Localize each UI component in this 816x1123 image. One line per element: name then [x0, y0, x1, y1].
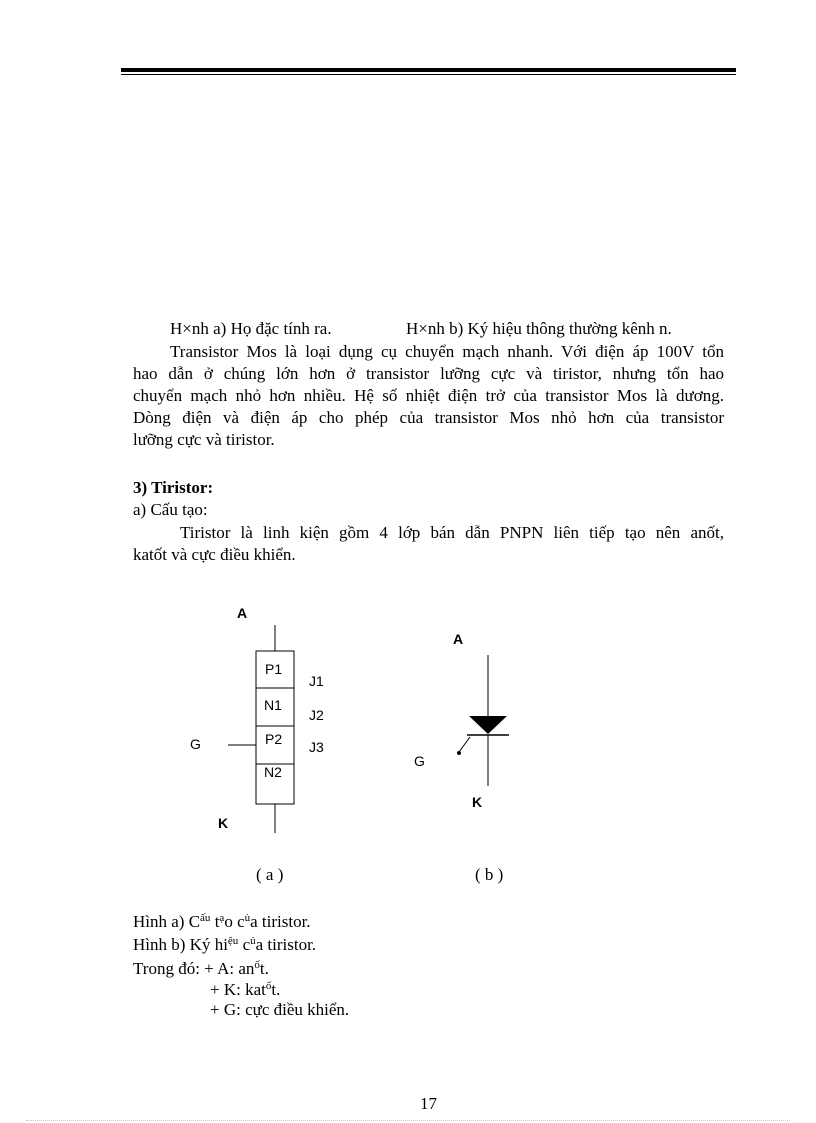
page-number: 17 [420, 1094, 437, 1113]
diode-triangle [469, 716, 507, 734]
figure-b-label-cathode: K [472, 794, 483, 810]
caption-line-2: Hình b) Ký $hi^{ệu}$ $c^ủa$ tiristor. [133, 935, 317, 954]
page-bottom-border [26, 1120, 790, 1121]
junction-j3: J3 [309, 739, 324, 755]
gate-dot [457, 751, 461, 755]
paragraph-line: Tiristor là linh kiện gồm 4 lớp bán dẫn PNPN liên tiếp tạo nên anốt, [180, 523, 724, 542]
paragraph-line: Transistor Mos là loại dụng cụ chuyển mạch nhanh. Với điện áp 100V tổn [170, 342, 724, 361]
layer-n1: N1 [264, 697, 282, 713]
figure-b-label-anode: A [453, 631, 464, 647]
paragraph-line: chuyển mạch nhỏ hơn nhiều. Hệ số nhiệt điện trở của transistor Mos là dương. [133, 386, 724, 405]
caption-line-4: + K: kat$^ố$t. [210, 980, 281, 999]
caption-fig-a-top: H×nh a) Họ đặc tính ra. [170, 319, 332, 338]
figure-b-caption: ( b ) [475, 865, 504, 884]
sub-heading: a) Cấu tạo: [133, 500, 208, 519]
layer-p1: P1 [265, 661, 283, 677]
header-rule-thin [121, 74, 736, 75]
paragraph-line: lưỡng cực và tiristor. [133, 430, 275, 449]
header-rule [121, 68, 736, 72]
caption-line-1: Hình a) $C^{ấu}$ $t^ạo$ $c^ủa$ tiristor. [133, 912, 311, 931]
junction-j1: J1 [309, 673, 324, 689]
figure-b-label-gate: G [414, 753, 425, 769]
paragraph-tiristor [133, 522, 724, 566]
paragraph-line: katốt và cực điều khiển. [133, 545, 296, 564]
junction-j2: J2 [309, 707, 324, 723]
caption-fig-b-top: H×nh b) Ký hiệu thông thường kênh n. [406, 319, 672, 338]
paragraph-line: hao dẫn ở chúng lớn hơn ở transistor lưỡng cực và tiristor, nhưng tổn hao [133, 364, 724, 383]
symbol-gate-lead [459, 737, 470, 752]
layer-n2: N2 [264, 764, 282, 780]
paragraph-transistor-mos [133, 341, 724, 451]
layer-p2: P2 [265, 731, 283, 747]
caption-line-3: Trong đó: + A: $an^ốt$. [133, 959, 269, 978]
section-heading: 3) Tiristor: [133, 478, 214, 497]
figure-a-caption: ( a ) [256, 865, 284, 884]
figure-a-label-cathode: K [218, 815, 229, 831]
figure-a-label-anode: A [237, 605, 248, 621]
caption-line-5: + G: cực điều khiển. [210, 1000, 350, 1019]
figure-a-label-gate: G [190, 736, 201, 752]
paragraph-line: Dòng điện và điện áp cho phép của transistor Mos nhỏ hơn của transistor [133, 408, 724, 427]
